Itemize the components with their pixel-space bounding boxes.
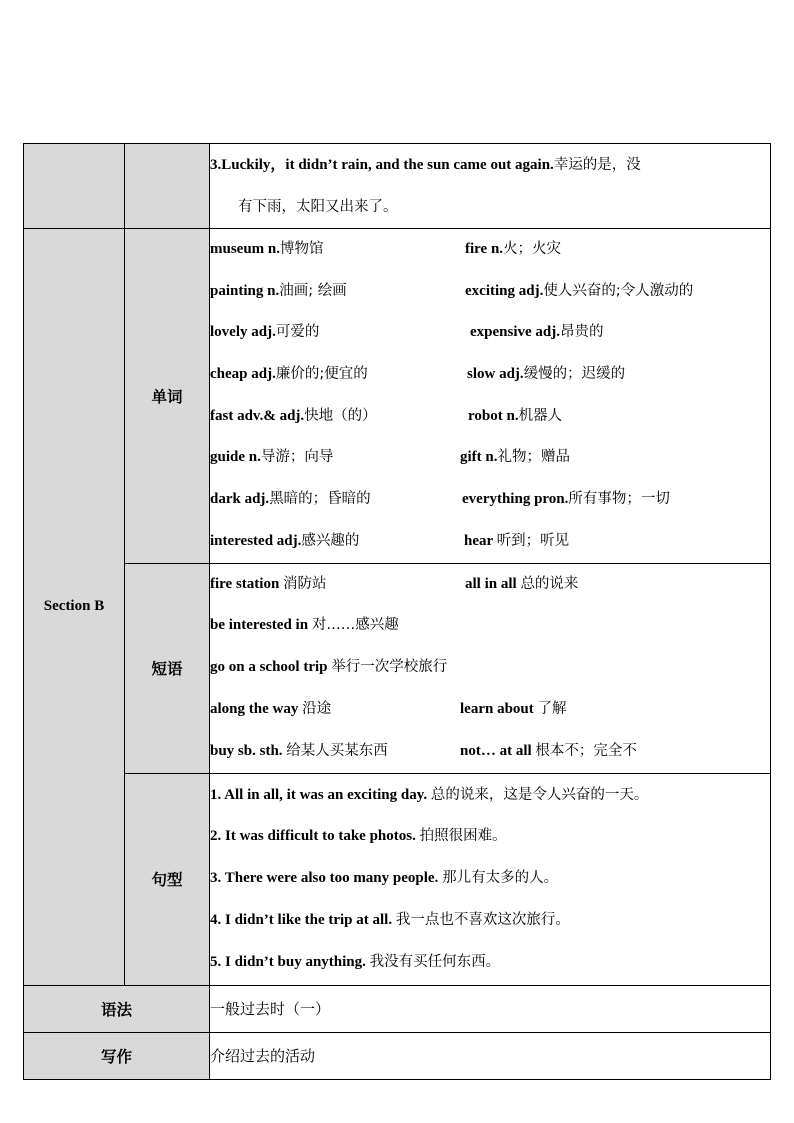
section-label: Section B xyxy=(24,229,125,986)
vocab-line: fast adv.& adj.快地（的） robot n.机器人 xyxy=(210,407,563,424)
sentences-cell xyxy=(210,773,771,985)
sentence-line: 5. I didn’t buy anything. 我没有买任何东西。 xyxy=(210,953,501,970)
sentence-cell xyxy=(210,144,771,229)
vocab-line: museum n.博物馆 fire n.火；火灾 xyxy=(210,241,562,257)
phrase-line: go on a school trip 举行一次学校旅行 xyxy=(210,659,448,676)
category-cell-top xyxy=(125,144,210,229)
vocabulary-cell xyxy=(210,229,771,564)
vocabulary-row xyxy=(24,229,771,564)
sentence-continued-row xyxy=(24,144,771,229)
phrase-line: fire station 消防站 all in all 总的说来 xyxy=(210,575,579,592)
review-table xyxy=(23,143,771,1080)
vocab-line: lovely adj.可爱的 expensive adj.昂贵的 xyxy=(210,324,604,341)
grammar-row xyxy=(24,985,771,1032)
sentence-line: 4. I didn’t like the trip at all. 我一点也不喜欢这次旅行。 xyxy=(210,911,570,928)
phrases-cell xyxy=(210,563,771,773)
sentences-row xyxy=(24,773,771,985)
phrase-line: be interested in 对……感兴趣 xyxy=(210,617,399,634)
writing-label: 写作 xyxy=(24,1032,210,1079)
section-cell-top xyxy=(24,144,125,229)
writing-row xyxy=(24,1032,771,1079)
phrases-row xyxy=(24,563,771,773)
grammar-label: 语法 xyxy=(24,985,210,1032)
sentence-3-text: 3.Luckily，it didn’t rain, and the sun came out again.幸运的是，没 有下雨，太阳又出来了。 xyxy=(210,157,641,215)
phrases-label: 短语 xyxy=(125,563,210,773)
vocab-line: interested adj.感兴趣的 hear 听到；听见 xyxy=(210,532,570,549)
grammar-value: 一般过去时（一） xyxy=(210,985,771,1032)
sentence-line: 2. It was difficult to take photos. 拍照很困难。 xyxy=(210,828,507,845)
phrase-line: buy sb. sth. 给某人买某东西 not… at all 根本不；完全不 xyxy=(210,742,637,759)
phrase-line: along the way 沿途 learn about 了解 xyxy=(210,700,567,717)
vocabulary-label: 单词 xyxy=(125,229,210,564)
vocab-line: dark adj.黑暗的；昏暗的 everything pron.所有事物；一切 xyxy=(210,491,670,508)
sentences-label: 句型 xyxy=(125,773,210,985)
vocab-line: painting n.油画; 绘画 exciting adj.使人兴奋的;令人激动的 xyxy=(210,282,694,299)
writing-value: 介绍过去的活动 xyxy=(210,1032,771,1079)
vocab-line: cheap adj.廉价的;便宜的 slow adj.缓慢的；迟缓的 xyxy=(210,366,626,383)
vocab-line: guide n.导游；向导 gift n.礼物；赠品 xyxy=(210,449,570,466)
sentence-line: 1. All in all, it was an exciting day. 总的说来，这是令人兴奋的一天。 xyxy=(210,786,649,803)
sentence-line: 3. There were also too many people. 那儿有太多的人。 xyxy=(210,870,559,887)
